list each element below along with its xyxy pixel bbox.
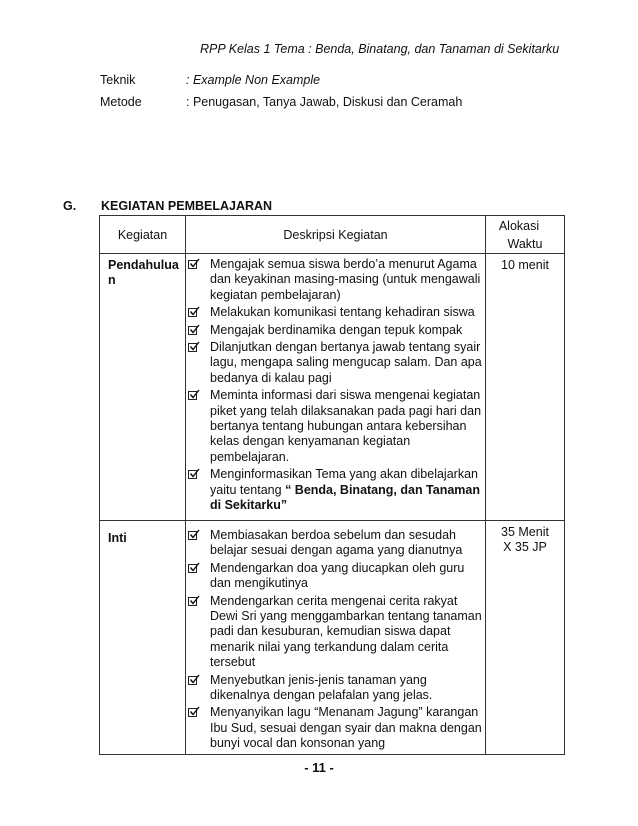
list-item bbox=[186, 467, 485, 513]
list-item bbox=[186, 705, 485, 751]
meta-teknik-label: Teknik bbox=[100, 73, 136, 87]
time-allocation-jp: X 35 JP bbox=[503, 540, 547, 554]
checkbox-checked-icon bbox=[188, 470, 197, 479]
meta-metode-label: Metode bbox=[100, 95, 142, 109]
table-header-row bbox=[100, 216, 565, 254]
activity-text: Menyebutkan jenis-jenis tanaman yang dikenalnya dengan pelafalan yang jelas. bbox=[210, 672, 433, 703]
table-row-inti bbox=[100, 521, 565, 755]
list-item bbox=[186, 257, 485, 303]
time-cell bbox=[486, 254, 565, 521]
activity-list bbox=[186, 521, 485, 752]
header-alokasi bbox=[486, 216, 565, 254]
page-header-title: RPP Kelas 1 Tema : Benda, Binatang, dan Tanaman di Sekitarku bbox=[200, 42, 560, 56]
section-number: G. bbox=[63, 199, 77, 213]
list-item bbox=[186, 323, 485, 338]
activities-table bbox=[99, 215, 565, 755]
activity-list bbox=[186, 254, 485, 514]
time-cell bbox=[486, 521, 565, 755]
list-item bbox=[186, 594, 485, 671]
stage-label: Pendahuluan bbox=[100, 254, 186, 521]
theme-title-bold: “ Benda, Binatang, dan Tanaman di Sekitarku” bbox=[210, 482, 480, 513]
activity-text: Mengajak semua siswa berdo’a menurut Agama dan keyakinan masing-masing (untuk mengawali kegiatan pembelajaran) bbox=[210, 257, 481, 302]
page-number: - 11 - bbox=[304, 760, 334, 775]
activity-text: Mendengarkan cerita mengenai cerita rakyat Dewi Sri yang menggambarkan tentang tanaman padi dan kesuburan, kemudian siswa dapat menarik nilai yang terkandung dalam cerita tersebut bbox=[210, 593, 482, 670]
activity-text: Meminta informasi dari siswa mengenai kegiatan piket yang telah dilaksanakan pada pagi hari dan bertanya tentang hubungan antara kebersihan kelas dengan kenyamanan kegiatan pembelajaran. bbox=[210, 388, 482, 464]
header-alokasi-line1: Alokasi bbox=[498, 218, 540, 233]
activity-list-cell bbox=[186, 254, 486, 521]
activity-text: Dilanjutkan dengan bertanya jawab tentang syair lagu, mengapa saling mengucap salam. Dan apa bedanya di kalau pagi bbox=[210, 340, 482, 385]
list-item bbox=[186, 340, 485, 386]
activity-text: Menyanyikan lagu “Menanam Jagung” karangan Ibu Sud, sesuai dengan syair dan makna dengan bunyi vocal dan konsonan yang bbox=[210, 705, 482, 751]
activity-text: Membiasakan berdoa sebelum dan sesudah belajar sesuai dengan agama yang dianutnya bbox=[210, 528, 463, 558]
checkbox-checked-icon bbox=[188, 676, 197, 685]
header-alokasi-line2: Waktu bbox=[507, 236, 543, 251]
activity-text: Mengajak berdinamika dengan tepuk kompak bbox=[210, 322, 463, 337]
activity-text: Melakukan komunikasi tentang kehadiran siswa bbox=[210, 305, 475, 320]
list-item bbox=[186, 561, 485, 592]
checkbox-checked-icon bbox=[188, 308, 197, 317]
list-item bbox=[186, 388, 485, 465]
time-allocation: 10 menit bbox=[501, 258, 549, 272]
checkbox-checked-icon bbox=[188, 326, 197, 335]
list-item bbox=[186, 528, 485, 559]
section-title: KEGIATAN PEMBELAJARAN bbox=[101, 199, 273, 213]
time-allocation: 35 Menit bbox=[501, 525, 549, 539]
meta-metode bbox=[100, 95, 462, 109]
table-row-pendahuluan bbox=[100, 254, 565, 521]
activity-text: Mendengarkan doa yang diucapkan oleh guru dan mengikutinya bbox=[210, 560, 465, 591]
list-item bbox=[186, 305, 485, 320]
checkbox-checked-icon bbox=[188, 343, 197, 352]
checkbox-checked-icon bbox=[188, 260, 197, 269]
checkbox-checked-icon bbox=[188, 564, 197, 573]
checkbox-checked-icon bbox=[188, 391, 197, 400]
meta-teknik-value: : Example Non Example bbox=[186, 73, 321, 87]
checkbox-checked-icon bbox=[188, 597, 197, 606]
meta-metode-value: : Penugasan, Tanya Jawab, Diskusi dan Ceramah bbox=[186, 95, 463, 109]
checkbox-checked-icon bbox=[188, 708, 197, 717]
list-item bbox=[186, 673, 485, 704]
stage-label: Inti bbox=[100, 521, 186, 755]
checkbox-checked-icon bbox=[188, 531, 197, 540]
section-heading bbox=[63, 199, 272, 213]
activity-text: Menginformasikan Tema yang akan dibelajarkan yaitu tentang bbox=[210, 467, 478, 497]
header-deskripsi: Deskripsi Kegiatan bbox=[186, 216, 486, 254]
meta-teknik bbox=[100, 73, 320, 87]
header-kegiatan: Kegiatan bbox=[100, 216, 186, 254]
activity-list-cell bbox=[186, 521, 486, 755]
